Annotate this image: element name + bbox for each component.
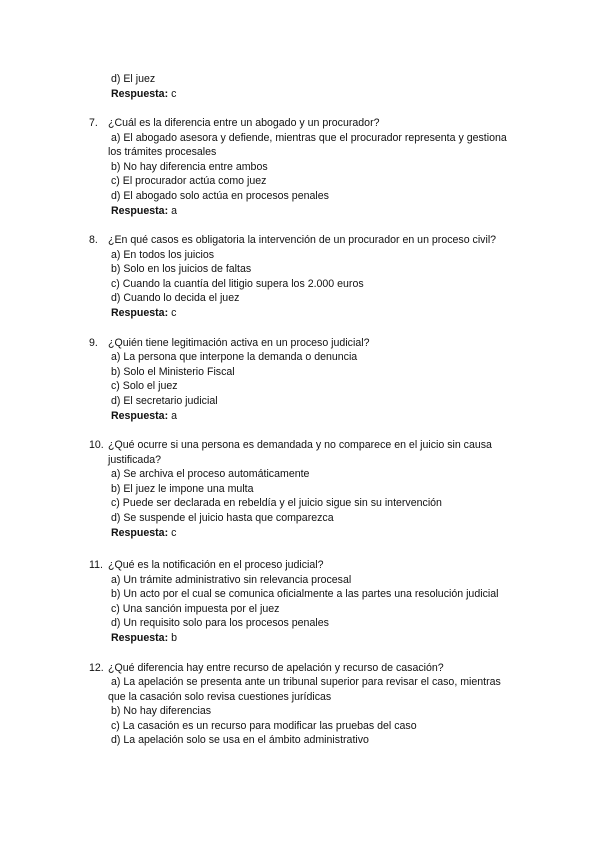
question-number: 8. (89, 234, 98, 246)
option-text: b) Un acto por el cual se comunica oficialmente a las partes una resolución judicial (111, 588, 499, 600)
option-text: d) Se suspende el juicio hasta que comparezca (111, 512, 334, 524)
option-text: que la casación solo revisa cuestiones jurídicas (108, 691, 332, 703)
question-number: 7. (89, 117, 98, 129)
option-text: d) La apelación solo se usa en el ámbito administrativo (111, 734, 369, 746)
answer-line (111, 409, 177, 424)
option-text: c) Puede ser declarada en rebeldía y el juicio sigue sin su intervención (111, 497, 442, 509)
option-text: b) No hay diferencias (111, 705, 212, 717)
option-text: a) Se archiva el proceso automáticamente (111, 468, 310, 480)
option-text: a) Un trámite administrativo sin relevancia procesal (111, 574, 352, 586)
answer-value: c (171, 88, 177, 100)
question-number: 12. (89, 662, 104, 674)
answer-label: Respuesta: (111, 632, 169, 644)
question-text-continued: justificada? (108, 454, 161, 466)
answer-line (111, 631, 177, 646)
option-text: d) Cuando lo decida el juez (111, 292, 240, 304)
option-text: a) En todos los juicios (111, 249, 215, 261)
question-text: ¿Cuál es la diferencia entre un abogado y un procurador? (108, 117, 380, 129)
option-text: b) El juez le impone una multa (111, 483, 254, 495)
answer-label: Respuesta: (111, 527, 169, 539)
question-text: ¿En qué casos es obligatoria la intervención de un procurador en un proceso civil? (108, 234, 497, 246)
answer-value: b (171, 632, 177, 644)
option-text: d) El abogado solo actúa en procesos penales (111, 190, 329, 202)
question-number: 10. (89, 439, 104, 451)
answer-label: Respuesta: (111, 205, 169, 217)
option-text: a) La persona que interpone la demanda o denuncia (111, 351, 358, 363)
option-text: c) Solo el juez (111, 380, 178, 392)
answer-value: a (171, 410, 177, 422)
question-text: ¿Qué ocurre si una persona es demandada y no comparece en el juicio sin causa (108, 439, 492, 451)
option-text: c) Cuando la cuantía del litigio supera los 2.000 euros (111, 278, 364, 290)
answer-value: c (171, 307, 177, 319)
option-text: b) Solo en los juicios de faltas (111, 263, 252, 275)
answer-line (111, 526, 176, 541)
answer-line (111, 306, 176, 321)
question-text: ¿Qué es la notificación en el proceso judicial? (108, 559, 324, 571)
answer-value: c (171, 527, 177, 539)
answer-label: Respuesta: (111, 88, 169, 100)
answer-line (111, 87, 176, 102)
question-text: ¿Qué diferencia hay entre recurso de apelación y recurso de casación? (108, 662, 444, 674)
option-text: c) La casación es un recurso para modificar las pruebas del caso (111, 720, 417, 732)
answer-value: a (171, 205, 177, 217)
option-text: c) Una sanción impuesta por el juez (111, 603, 280, 615)
option-text: d) El juez (111, 73, 156, 85)
answer-label: Respuesta: (111, 307, 169, 319)
question-number: 11. (89, 559, 103, 571)
answer-label: Respuesta: (111, 410, 169, 422)
option-text: a) El abogado asesora y defiende, mientras que el procurador representa y gestiona (111, 132, 507, 144)
option-text: d) El secretario judicial (111, 395, 218, 407)
option-text: b) No hay diferencia entre ambos (111, 161, 268, 173)
option-text: b) Solo el Ministerio Fiscal (111, 366, 235, 378)
question-text: ¿Quién tiene legitimación activa en un proceso judicial? (108, 337, 370, 349)
option-text: los trámites procesales (108, 146, 217, 158)
option-text: a) La apelación se presenta ante un tribunal superior para revisar el caso, mientras (111, 676, 501, 688)
question-number: 9. (89, 337, 98, 349)
answer-line (111, 204, 177, 219)
option-text: c) El procurador actúa como juez (111, 175, 267, 187)
option-text: d) Un requisito solo para los procesos penales (111, 617, 329, 629)
